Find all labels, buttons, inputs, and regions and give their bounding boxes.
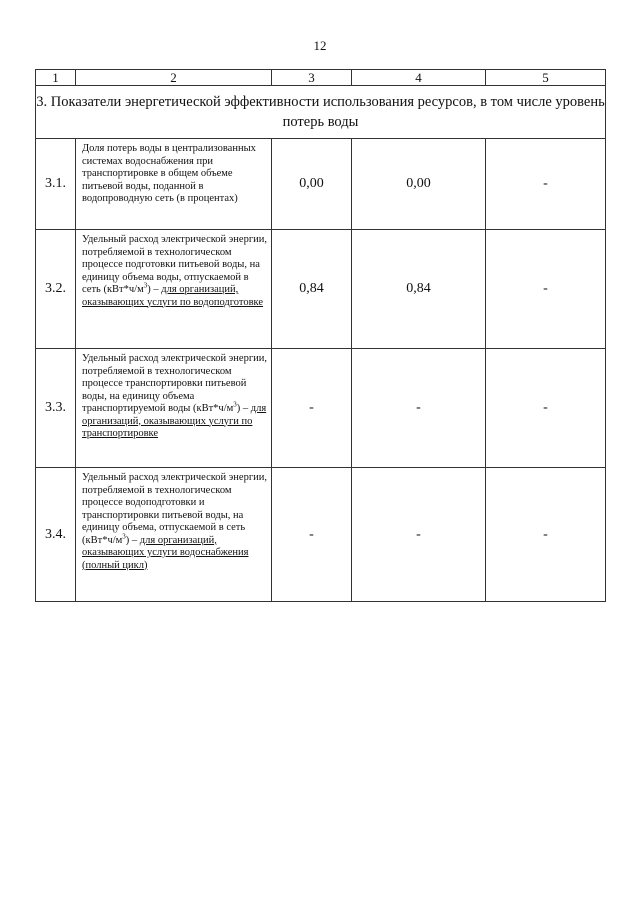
row-description-underlined: для организаций, оказывающих услуги водоснабжения (полный цикл) xyxy=(82,534,249,571)
section-row xyxy=(36,86,606,139)
column-number-header: 1 xyxy=(36,70,76,86)
row-number: 3.1. xyxy=(36,139,76,230)
superscript: 3 xyxy=(122,532,126,540)
row-description-text: Удельный расход электрической энергии, потребляемой в технологическом процессе подготовки питьевой воды, на единицу объема воды, отпускаемой в сеть (кВт*ч/м xyxy=(82,234,268,295)
row-description-underlined: для организаций, оказывающих услуги по транспортировке xyxy=(82,403,267,439)
row-value-col3: - xyxy=(272,349,352,468)
table-row xyxy=(36,139,606,230)
row-description xyxy=(76,139,272,230)
row-value-col3: 0,84 xyxy=(272,230,352,349)
row-description-dash: ) – xyxy=(125,534,140,546)
row-value-col5: - xyxy=(486,349,606,468)
column-number-header-row xyxy=(36,70,606,86)
row-value-col4: 0,00 xyxy=(352,139,486,230)
row-value-col3: 0,00 xyxy=(272,139,352,230)
indicators-table xyxy=(35,69,606,602)
row-value-col5: - xyxy=(486,139,606,230)
table-row xyxy=(36,230,606,349)
row-value-col5: - xyxy=(486,468,606,602)
row-description-dash: ) – xyxy=(236,403,251,414)
row-description xyxy=(76,468,272,602)
row-number: 3.2. xyxy=(36,230,76,349)
row-number: 3.4. xyxy=(36,468,76,602)
page-number: 12 xyxy=(313,38,327,53)
table-row xyxy=(36,468,606,602)
row-description-dash: ) – xyxy=(147,284,162,295)
table-row xyxy=(36,349,606,468)
superscript: 3 xyxy=(233,400,237,409)
column-number-header: 4 xyxy=(352,70,486,86)
superscript: 3 xyxy=(143,281,148,290)
row-description-underlined: для организаций, оказывающих услуги по водоподготовке xyxy=(82,284,264,308)
row-description-text: Удельный расход электрической энергии, потребляемой в технологическом процессе водоподготовки и транспортировки питьевой воды, на единицу объема, отпускаемой в сеть (кВт*ч/м xyxy=(82,472,268,546)
row-number: 3.3. xyxy=(36,349,76,468)
row-value-col4: - xyxy=(352,468,486,602)
row-value-col3: - xyxy=(272,468,352,602)
column-number-header: 5 xyxy=(486,70,606,86)
row-value-col5: - xyxy=(486,230,606,349)
row-description xyxy=(76,230,272,349)
column-number-header: 2 xyxy=(76,70,272,86)
row-value-col4: 0,84 xyxy=(352,230,486,349)
row-description xyxy=(76,349,272,468)
column-number-header: 3 xyxy=(272,70,352,86)
section-title: 3. Показатели энергетической эффективности использования ресурсов, в том числе уровень потерь воды xyxy=(36,86,606,139)
row-description-text: Доля потерь воды в централизованных системах водоснабжения при транспортировке в общем объеме питьевой воды, поданной в водопроводную сеть (в процентах) xyxy=(82,143,256,204)
row-value-col4: - xyxy=(352,349,486,468)
row-description-text: Удельный расход электрической энергии, потребляемой в технологическом процессе транспортировки питьевой воды, на единицу объема транспортируемой воды (кВт*ч/м xyxy=(82,353,268,414)
